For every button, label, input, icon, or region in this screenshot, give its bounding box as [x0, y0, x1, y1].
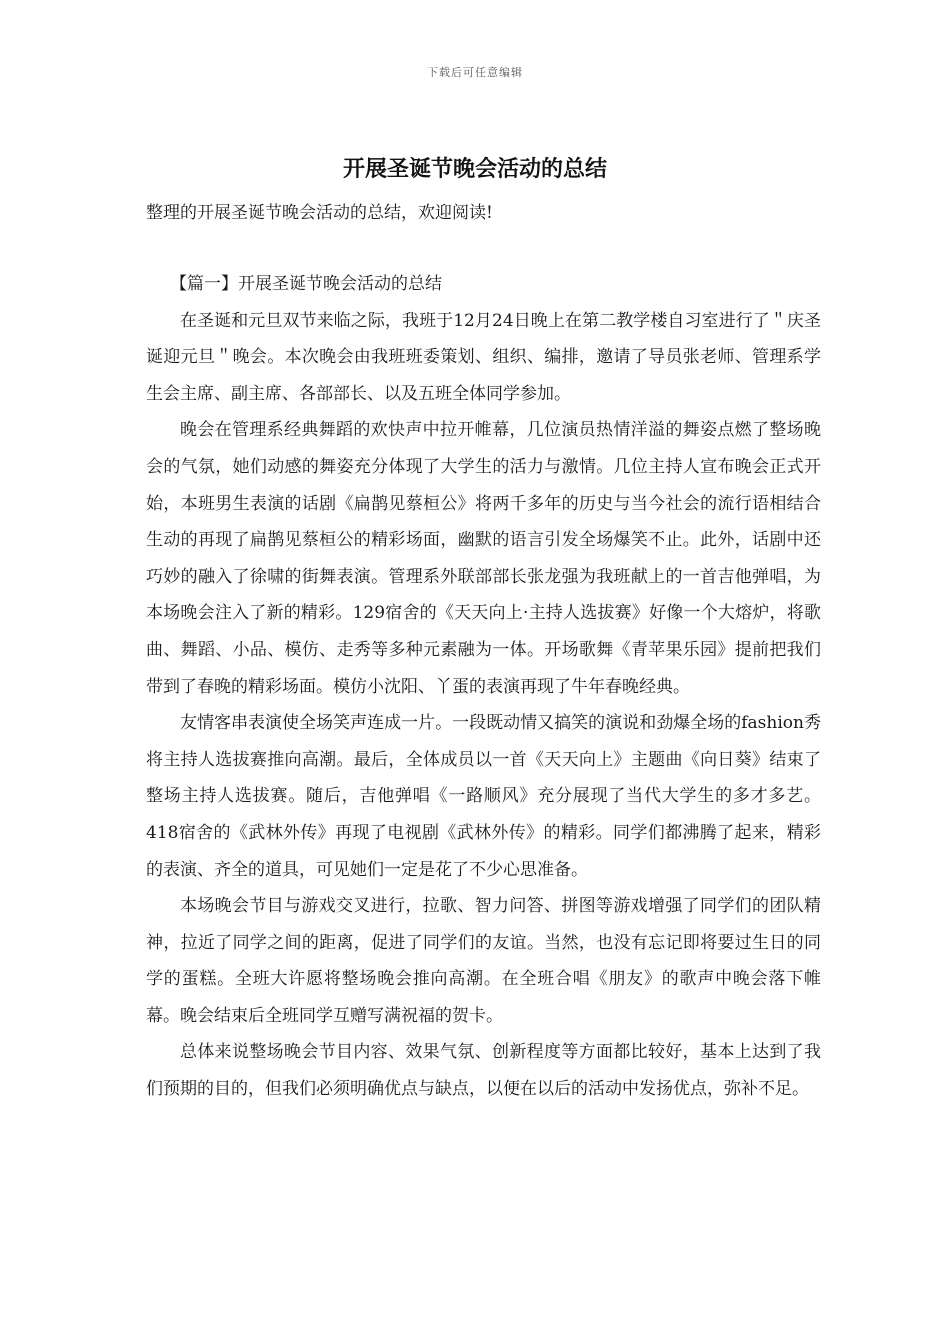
document-body	[146, 266, 821, 1108]
paragraph: 本场晚会节目与游戏交叉进行，拉歌、智力问答、拼图等游戏增强了同学们的团队精神，拉近了同学之间的距离，促进了同学们的友谊。当然，也没有忘记即将要过生日的同学的蛋糕。全班大许愿将整场晚会推向高潮。在全班合唱《朋友》的歌声中晚会落下帷幕。晚会结束后全班同学互赠写满祝福的贺卡。	[146, 896, 821, 1026]
paragraph: 在圣诞和元旦双节来临之际，我班于12月24日晚上在第二教学楼自习室进行了＂庆圣诞迎元旦＂晚会。本次晚会由我班班委策划、组织、编排，邀请了导员张老师、管理系学生会主席、副主席、各部部长、以及五班全体同学参加。	[146, 310, 821, 404]
document-title: 开展圣诞节晚会活动的总结	[342, 157, 607, 182]
header-note: 下载后可任意编辑	[427, 66, 523, 79]
paragraph: 晚会在管理系经典舞蹈的欢快声中拉开帷幕，几位演员热情洋溢的舞姿点燃了整场晚会的气氛，她们动感的舞姿充分体现了大学生的活力与激情。几位主持人宣布晚会正式开始，本班男生表演的话剧《扁鹊见蔡桓公》将两千多年的历史与当今社会的流行语相结合生动的再现了扁鹊见蔡桓公的精彩场面，幽默的语言引发全场爆笑不止。此外，话剧中还巧妙的融入了徐啸的街舞表演。管理系外联部部长张龙强为我班献上的一首吉他弹唱，为本场晚会注入了新的精彩。129宿舍的《天天向上·主持人选拔赛》好像一个大熔炉，将歌曲、舞蹈、小品、模仿、走秀等多种元素融为一体。开场歌舞《青苹果乐园》提前把我们带到了春晚的精彩场面。模仿小沈阳、丫蛋的表演再现了牛年春晚经典。	[146, 420, 821, 697]
document-intro: 整理的开展圣诞节晚会活动的总结，欢迎阅读!	[146, 203, 493, 223]
paragraph: 友情客串表演使全场笑声连成一片。一段既动情又搞笑的演说和劲爆全场的fashion秀将主持人选拔赛推向高潮。最后，全体成员以一首《天天向上》主题曲《向日葵》结束了整场主持人选拔赛。随后，吉他弹唱《一路顺风》充分展现了当代大学生的多才多艺。418宿舍的《武林外传》再现了电视剧《武林外传》的精彩。同学们都沸腾了起来，精彩的表演、齐全的道具，可见她们一定是花了不少心思准备。	[146, 713, 821, 880]
section-heading: 【篇一】开展圣诞节晚会活动的总结	[170, 274, 442, 294]
paragraph: 总体来说整场晚会节目内容、效果气氛、创新程度等方面都比较好，基本上达到了我们预期的目的，但我们必须明确优点与缺点，以便在以后的活动中发扬优点，弥补不足。	[146, 1042, 821, 1100]
